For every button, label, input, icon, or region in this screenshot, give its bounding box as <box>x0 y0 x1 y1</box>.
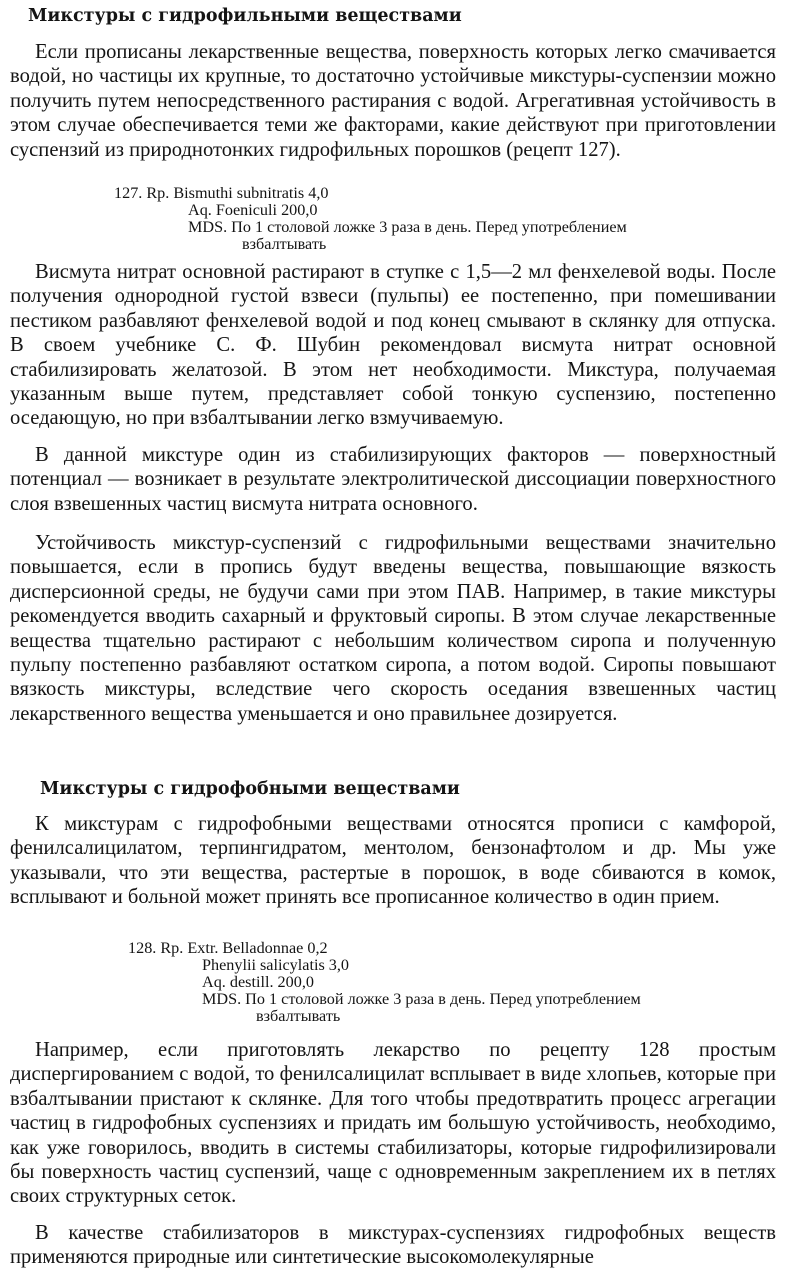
recipe-128-line-2: Phenylii salicylatis 3,0 <box>202 956 350 974</box>
recipe-127 <box>114 185 627 253</box>
recipe-128-line-5: взбалтывать <box>256 1007 341 1025</box>
section-heading-hydrophobic: Микстуры с гидрофобными веществами <box>40 779 460 799</box>
paragraph-hydrophobic-intro: К микстурам с гидрофобными веществами относятся прописи с камфорой, фенилсалицилатом, терпингидратом, ментолом, бензонафтолом и др. Мы уже указывали, что эти вещества, растертые в порошок, в воде сбиваются в комок, всплывают и больной может принять все прописанное количество в один прием. <box>10 813 776 909</box>
recipe-128-line-1: 128. Rp. Extr. Belladonnae 0,2 <box>128 939 328 957</box>
recipe-127-line-3: MDS. По 1 столовой ложке 3 раза в день. Перед употреблением <box>188 218 627 236</box>
paragraph-hydrophilic-intro: Если прописаны лекарственные вещества, поверхность которых легко смачивается водой, но частицы их крупные, то достаточно устойчивые микстуры-суспензии можно получить путем непосредственного растирания с водой. Агрегативная устойчивость в этом случае обеспечивается теми же факторами, какие действуют при приготовлении суспензий из природнотонких гидрофильных порошков (рецепт 127). <box>10 41 776 161</box>
recipe-128 <box>128 940 641 1025</box>
paragraph-phenylsalicylate: Например, если приготовлять лекарство по рецепту 128 простым диспергированием с водой, то фенилсалицилат всплывает в виде хлопьев, которые при взбалтывании пристают к склянке. Для того чтобы предотвратить процесс агрегации частиц в гидрофобных суспензиях и придать им большую устойчивость, необходимо, как уже говорилось, вводить в системы стабилизаторы, которые гидрофилизировали бы поверхность частиц суспензий, чаще с одновременным закреплением их в петлях своих структурных сеток. <box>10 1039 776 1208</box>
paragraph-bismuth-preparation: Висмута нитрат основной растирают в ступке с 1,5—2 мл фенхелевой воды. После получения однородной густой взвеси (пульпы) ее постепенно, при помешивании пестиком разбавляют фенхелевой водой и под конец смывают в склянку для отпуска. В своем учебнике С. Ф. Шубин рекомендовал висмута нитрат основной стабилизировать желатозой. В этом нет необходимости. Микстура, получаемая указанным выше путем, представляет собой тонкую суспензию, постепенно оседающую, но при взбалтывании легко взмучиваемую. <box>10 261 776 430</box>
section-heading-hydrophilic: Микстуры с гидрофильными веществами <box>28 6 462 26</box>
recipe-127-line-1: 127. Rp. Bismuthi subnitratis 4,0 <box>114 184 329 202</box>
recipe-127-line-2: Aq. Foeniculi 200,0 <box>188 201 318 219</box>
paragraph-viscosity: Устойчивость микстур-суспензий с гидрофильными веществами значительно повышается, если в пропись будут введены вещества, повышающие вязкость дисперсионной среды, не будучи сами при этом ПАВ. Например, в такие микстуры рекомендуется вводить сахарный и фруктовый сиропы. В этом случае лекарственные вещества тщательно растирают с небольшим количеством сиропа и полученную пульпу постепенно разбавляют остатком сиропа, а потом водой. Сиропы повышают вязкость микстуры, вследствие чего скорость оседания взвешенных частиц лекарственного вещества уменьшается и оно правильнее дозируется. <box>10 532 776 725</box>
paragraph-stabilizers: В качестве стабилизаторов в микстурах-суспензиях гидрофобных веществ применяются природные или синтетические высокомолекулярные <box>10 1222 776 1269</box>
recipe-127-line-4: взбалтывать <box>242 235 327 253</box>
paragraph-surface-potential: В данной микстуре один из стабилизирующих факторов — поверхностный потенциал — возникает в результате электролитической диссоциации поверхностного слоя взвешенных частиц висмута нитрата основного. <box>10 444 776 515</box>
recipe-128-line-3: Aq. destill. 200,0 <box>202 973 314 991</box>
recipe-128-line-4: MDS. По 1 столовой ложке 3 раза в день. Перед употреблением <box>202 990 641 1008</box>
